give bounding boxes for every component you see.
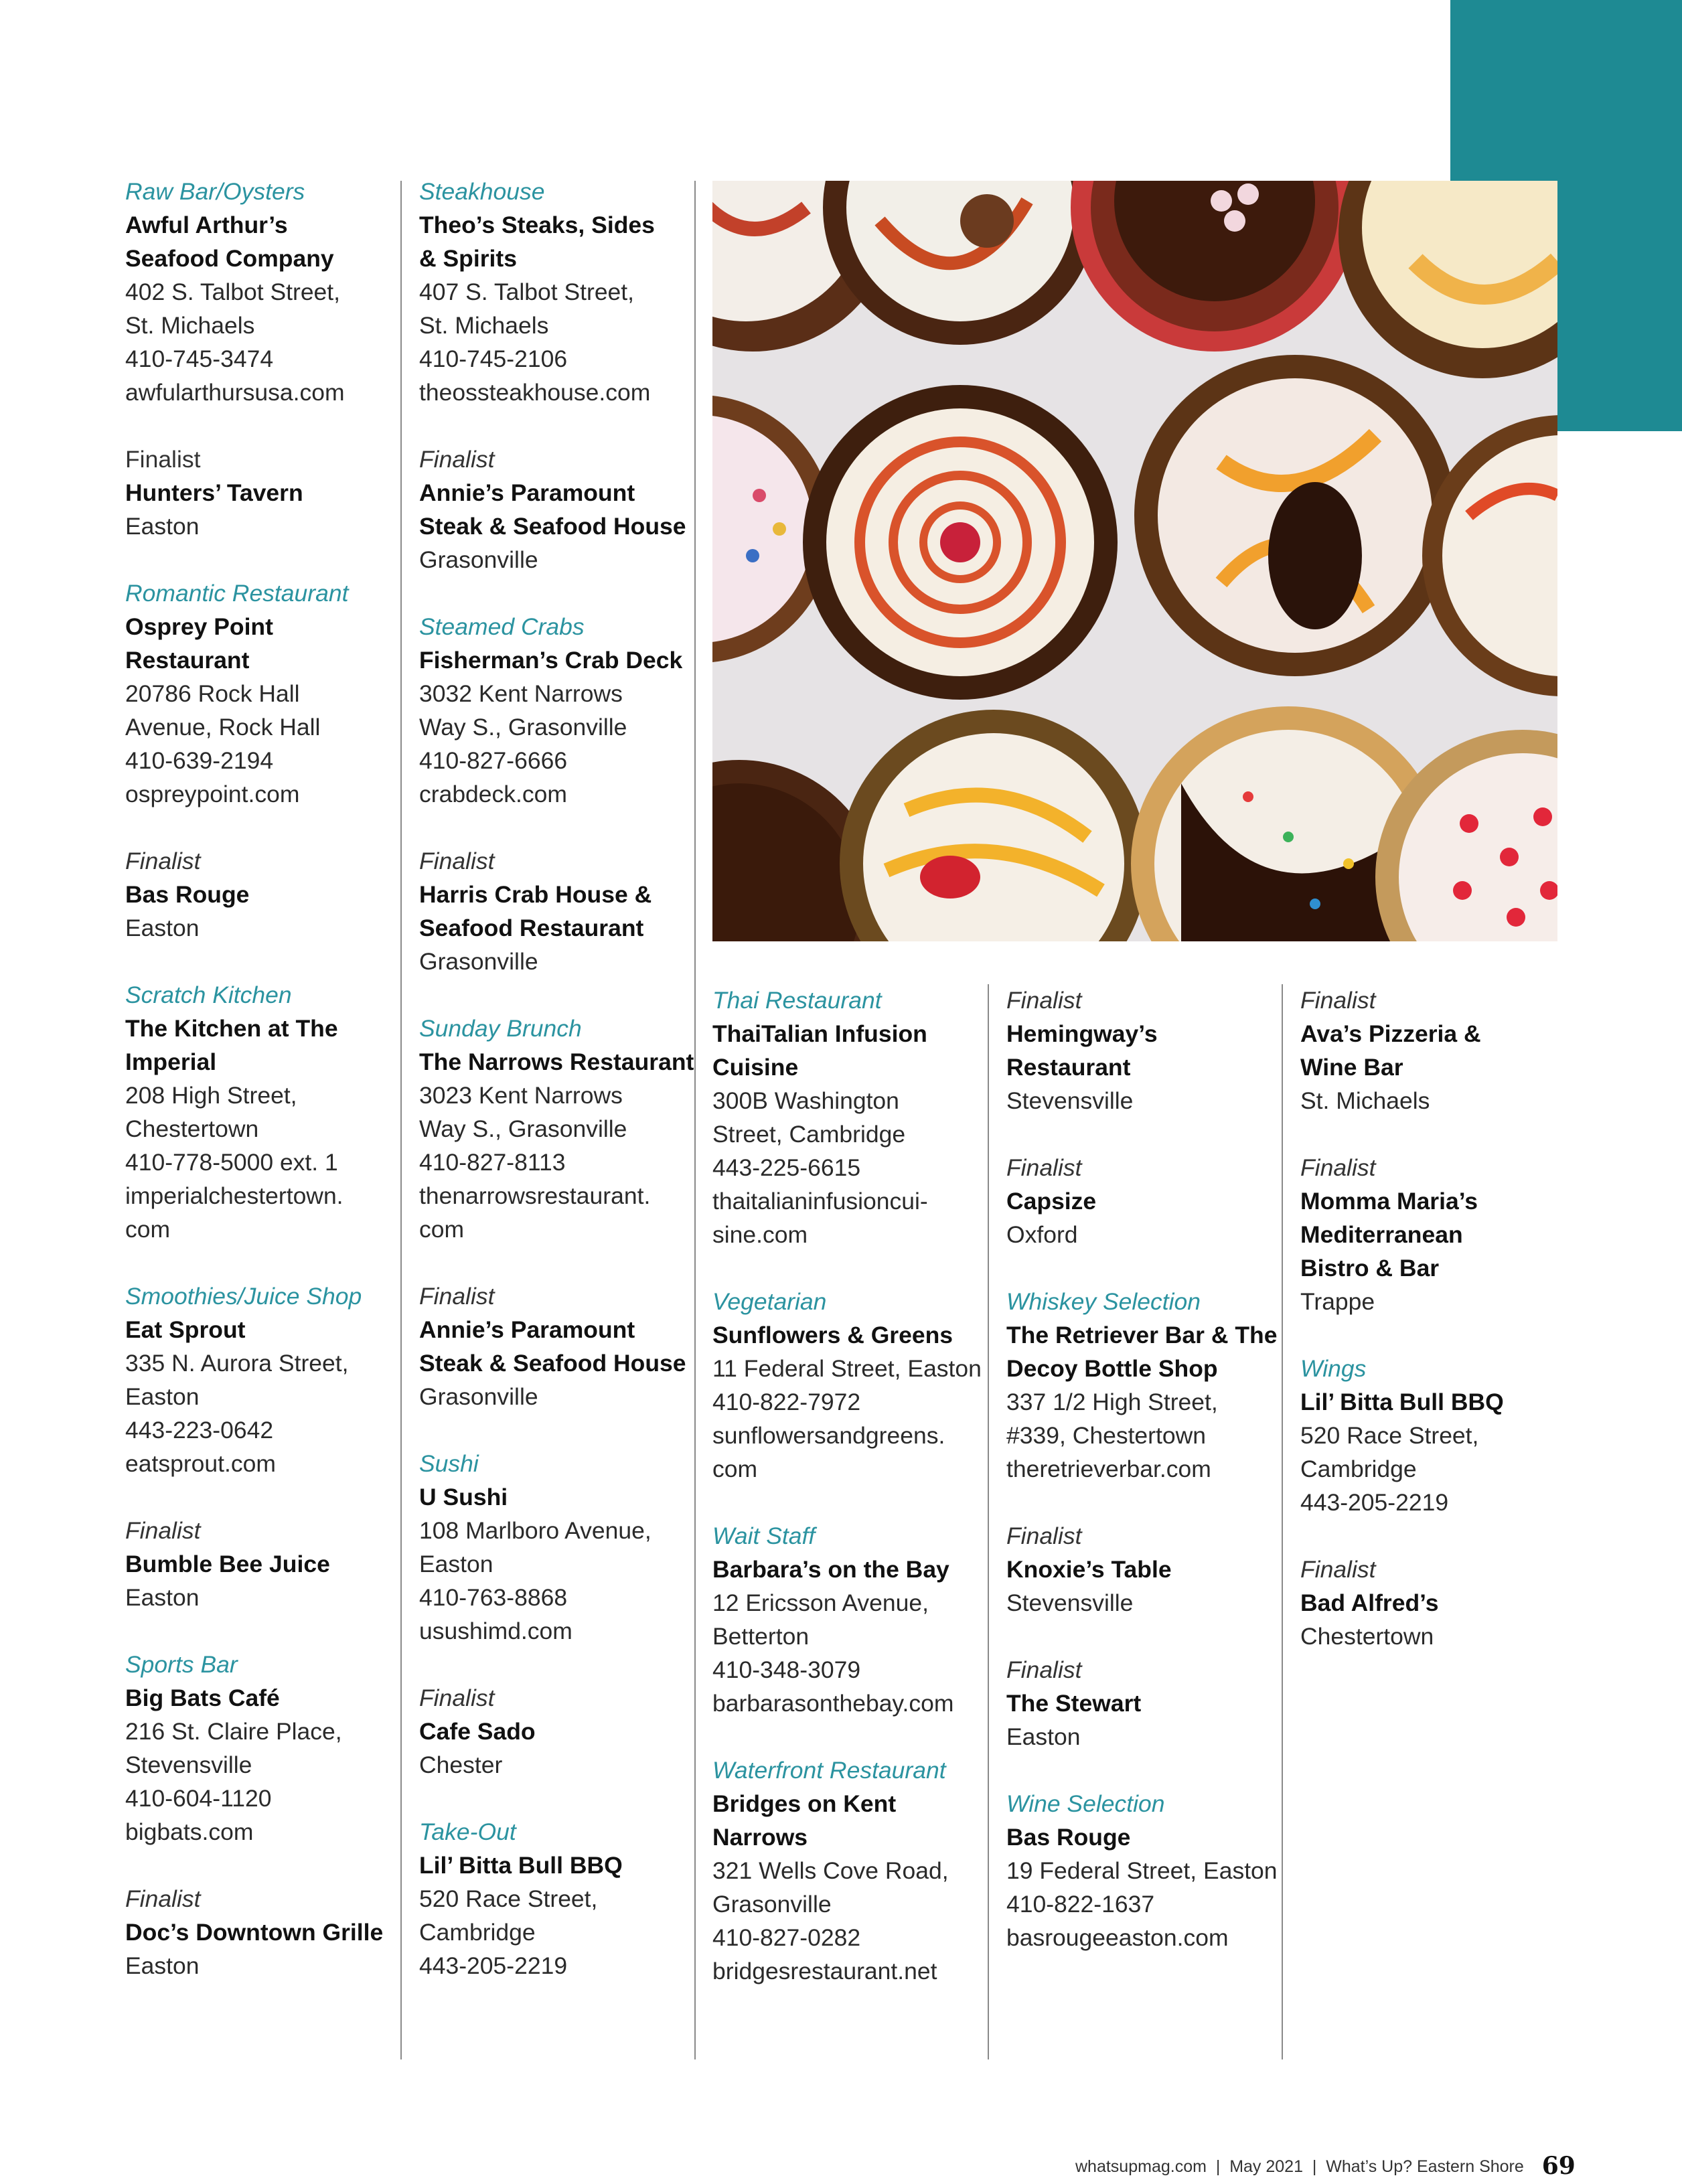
business-detail: Trappe <box>1300 1288 1375 1315</box>
business-name: Restaurant <box>1006 1054 1131 1081</box>
business-name: & Spirits <box>419 245 517 272</box>
business-detail: St. Michaels <box>1300 1087 1430 1114</box>
business-detail: 11 Federal Street, Easton <box>712 1355 982 1382</box>
listing-spacer <box>419 1413 694 1447</box>
category-heading: Take-Out <box>419 1818 516 1845</box>
finalist-label: Finalist <box>419 1283 495 1310</box>
business-name: Narrows <box>712 1824 808 1851</box>
category-heading: Romantic Restaurant <box>125 580 349 607</box>
finalist-label: Finalist <box>1006 1656 1082 1683</box>
business-detail: sine.com <box>712 1221 808 1248</box>
business-detail: com <box>125 1216 171 1243</box>
finalist-label: Finalist <box>1300 1556 1376 1583</box>
business-detail: 407 S. Talbot Street, <box>419 279 635 305</box>
business-detail: 321 Wells Cove Road, <box>712 1857 949 1884</box>
business-detail: bridgesrestaurant.net <box>712 1958 937 1984</box>
business-name: Barbara’s on the Bay <box>712 1556 949 1583</box>
business-name: Bas Rouge <box>125 881 250 908</box>
business-detail: Grasonville <box>712 1891 832 1918</box>
business-detail: Stevensville <box>125 1751 252 1778</box>
business-detail: 410-822-1637 <box>1006 1891 1155 1918</box>
page-footer <box>1075 2152 1576 2180</box>
listing-spacer <box>712 1251 987 1285</box>
finalist-label: Finalist <box>1300 1154 1376 1181</box>
listing-spacer <box>712 1486 987 1519</box>
business-detail: 443-225-6615 <box>712 1154 861 1181</box>
business-name: Knoxie’s Table <box>1006 1556 1172 1583</box>
column-divider <box>988 984 989 2059</box>
business-detail: Stevensville <box>1006 1087 1134 1114</box>
listing-column-5 <box>1300 984 1575 1653</box>
business-detail: awfularthursusa.com <box>125 379 345 406</box>
category-heading: Sushi <box>419 1450 479 1477</box>
business-name: Capsize <box>1006 1188 1097 1215</box>
business-name: Mediterranean <box>1300 1221 1463 1248</box>
listing-spacer <box>1006 1251 1281 1285</box>
business-name: Doc’s Downtown Grille <box>125 1919 384 1946</box>
business-detail: crabdeck.com <box>419 781 567 807</box>
business-detail: Easton <box>419 1551 493 1577</box>
listing-spacer <box>125 811 400 844</box>
category-heading: Vegetarian <box>712 1288 827 1315</box>
finalist-label: Finalist <box>1300 987 1376 1014</box>
business-detail: Oxford <box>1006 1221 1078 1248</box>
business-detail: 520 Race Street, <box>419 1885 598 1912</box>
business-detail: 410-827-0282 <box>712 1924 861 1951</box>
business-name: Steak & Seafood House <box>419 513 686 540</box>
business-detail: 216 St. Claire Place, <box>125 1718 342 1745</box>
business-name: U Sushi <box>419 1484 508 1510</box>
finalist-label: Finalist <box>125 848 201 874</box>
business-detail: eatsprout.com <box>125 1450 276 1477</box>
cupcakes-illustration <box>712 181 1557 941</box>
listing-spacer <box>1006 1753 1281 1787</box>
business-name: Decoy Bottle Shop <box>1006 1355 1218 1382</box>
business-name: ThaiTalian Infusion <box>712 1020 927 1047</box>
finalist-label: Finalist <box>125 446 201 473</box>
business-detail: theretrieverbar.com <box>1006 1456 1211 1482</box>
business-detail: 410-778-5000 ext. 1 <box>125 1149 338 1176</box>
business-name: Steak & Seafood House <box>419 1350 686 1377</box>
business-name: Cafe Sado <box>419 1718 536 1745</box>
cupcakes-photo <box>712 181 1557 941</box>
business-detail: Chester <box>419 1751 503 1778</box>
business-detail: 3023 Kent Narrows <box>419 1082 623 1109</box>
category-heading: Raw Bar/Oysters <box>125 178 305 205</box>
business-name: Bistro & Bar <box>1300 1255 1440 1281</box>
category-heading: Sports Bar <box>125 1651 238 1678</box>
business-detail: 410-827-6666 <box>419 747 568 774</box>
category-heading: Wine Selection <box>1006 1790 1165 1817</box>
listing-spacer <box>1006 1486 1281 1519</box>
category-heading: Smoothies/Juice Shop <box>125 1283 362 1310</box>
business-name: Hunters’ Tavern <box>125 479 303 506</box>
column-divider <box>1282 984 1283 2059</box>
business-detail: thenarrowsrestaurant. <box>419 1182 651 1209</box>
business-detail: 19 Federal Street, Easton <box>1006 1857 1278 1884</box>
listing-column-4 <box>1006 984 1281 1954</box>
business-detail: Avenue, Rock Hall <box>125 714 321 740</box>
business-detail: sunflowersandgreens. <box>712 1422 945 1449</box>
business-detail: Street, Cambridge <box>712 1121 906 1148</box>
business-name: Bumble Bee Juice <box>125 1551 330 1577</box>
business-detail: com <box>712 1456 758 1482</box>
business-detail: Easton <box>125 1383 200 1410</box>
business-detail: Way S., Grasonville <box>419 1115 627 1142</box>
business-name: Eat Sprout <box>125 1316 246 1343</box>
business-detail: 12 Ericsson Avenue, <box>712 1589 929 1616</box>
business-name: Cuisine <box>712 1054 799 1081</box>
listing-spacer <box>419 1246 694 1279</box>
listing-spacer <box>419 811 694 844</box>
business-detail: Cambridge <box>419 1919 536 1946</box>
business-detail: Grasonville <box>419 1383 538 1410</box>
business-name: Harris Crab House & <box>419 881 652 908</box>
business-detail: 335 N. Aurora Street, <box>125 1350 349 1377</box>
business-name: Bad Alfred’s <box>1300 1589 1439 1616</box>
business-detail: 410-827-8113 <box>419 1149 566 1176</box>
listing-column-3 <box>712 984 987 1988</box>
business-detail: 20786 Rock Hall <box>125 680 300 707</box>
category-heading: Whiskey Selection <box>1006 1288 1201 1315</box>
listing-spacer <box>125 945 400 978</box>
business-detail: Way S., Grasonville <box>419 714 627 740</box>
business-detail: Easton <box>125 1584 200 1611</box>
business-detail: 402 S. Talbot Street, <box>125 279 341 305</box>
business-detail: 300B Washington <box>712 1087 899 1114</box>
business-detail: Easton <box>125 1952 200 1979</box>
listing-spacer <box>419 978 694 1012</box>
business-name: Annie’s Paramount <box>419 479 635 506</box>
business-name: Restaurant <box>125 647 250 674</box>
business-detail: 410-822-7972 <box>712 1389 861 1415</box>
finalist-label: Finalist <box>1006 987 1082 1014</box>
business-detail: Grasonville <box>419 948 538 975</box>
business-name: Lil’ Bitta Bull BBQ <box>419 1852 623 1879</box>
finalist-label: Finalist <box>419 848 495 874</box>
business-detail: basrougeeaston.com <box>1006 1924 1229 1951</box>
listing-spacer <box>125 1614 400 1648</box>
footer-text: whatsupmag.com | May 2021 | What’s Up? Eastern Shore <box>1075 2157 1524 2176</box>
business-detail: 108 Marlboro Avenue, <box>419 1517 652 1544</box>
business-detail: 337 1/2 High Street, <box>1006 1389 1218 1415</box>
category-heading: Steakhouse <box>419 178 545 205</box>
listing-spacer <box>125 1849 400 1882</box>
listing-spacer <box>1006 1117 1281 1151</box>
business-name: Wine Bar <box>1300 1054 1403 1081</box>
category-heading: Thai Restaurant <box>712 987 882 1014</box>
business-detail: barbarasonthebay.com <box>712 1690 954 1717</box>
listing-spacer <box>419 409 694 443</box>
business-name: Sunflowers & Greens <box>712 1322 953 1348</box>
business-detail: usushimd.com <box>419 1618 572 1644</box>
business-detail: Betterton <box>712 1623 810 1650</box>
finalist-label: Finalist <box>1006 1523 1082 1549</box>
business-detail: 410-639-2194 <box>125 747 274 774</box>
listing-spacer <box>1006 1620 1281 1653</box>
business-detail: Easton <box>125 915 200 941</box>
category-heading: Wait Staff <box>712 1523 816 1549</box>
business-name: The Kitchen at The <box>125 1015 338 1042</box>
business-detail: com <box>419 1216 465 1243</box>
finalist-label: Finalist <box>125 1885 201 1912</box>
business-detail: 410-348-3079 <box>712 1656 861 1683</box>
business-detail: bigbats.com <box>125 1818 254 1845</box>
business-detail: Cambridge <box>1300 1456 1417 1482</box>
business-detail: St. Michaels <box>125 312 255 339</box>
category-heading: Wings <box>1300 1355 1367 1382</box>
business-name: Big Bats Café <box>125 1685 280 1711</box>
listing-spacer <box>1300 1318 1575 1352</box>
business-name: The Stewart <box>1006 1690 1142 1717</box>
business-detail: ospreypoint.com <box>125 781 300 807</box>
category-heading: Steamed Crabs <box>419 613 585 640</box>
business-detail: 208 High Street, <box>125 1082 297 1109</box>
business-detail: 410-763-8868 <box>419 1584 568 1611</box>
category-heading: Waterfront Restaurant <box>712 1757 946 1784</box>
business-detail: 3032 Kent Narrows <box>419 680 623 707</box>
business-name: Theo’s Steaks, Sides <box>419 212 655 238</box>
business-detail: imperialchestertown. <box>125 1182 343 1209</box>
listing-spacer <box>125 1246 400 1279</box>
business-name: The Retriever Bar & The <box>1006 1322 1278 1348</box>
listing-column-1 <box>125 175 400 1982</box>
listing-spacer <box>419 576 694 610</box>
listing-spacer <box>1300 1117 1575 1151</box>
business-detail: Easton <box>125 513 200 540</box>
business-detail: 520 Race Street, <box>1300 1422 1479 1449</box>
business-detail: 410-745-3474 <box>125 345 274 372</box>
business-detail: Easton <box>1006 1723 1081 1750</box>
business-detail: Chestertown <box>125 1115 259 1142</box>
business-detail: theossteakhouse.com <box>419 379 651 406</box>
listing-spacer <box>419 1782 694 1815</box>
listing-spacer <box>1300 1519 1575 1553</box>
business-detail: #339, Chestertown <box>1006 1422 1206 1449</box>
category-heading: Sunday Brunch <box>419 1015 582 1042</box>
finalist-label: Finalist <box>1006 1154 1082 1181</box>
category-heading: Scratch Kitchen <box>125 982 292 1008</box>
column-divider <box>694 181 696 2059</box>
business-name: Hemingway’s <box>1006 1020 1158 1047</box>
business-name: Seafood Company <box>125 245 334 272</box>
business-detail: 443-205-2219 <box>419 1952 568 1979</box>
finalist-label: Finalist <box>419 1685 495 1711</box>
business-detail: thaitalianinfusioncui- <box>712 1188 928 1215</box>
business-detail: 443-223-0642 <box>125 1417 274 1444</box>
business-detail: Chestertown <box>1300 1623 1434 1650</box>
business-name: Imperial <box>125 1048 217 1075</box>
business-name: Lil’ Bitta Bull BBQ <box>1300 1389 1504 1415</box>
finalist-label: Finalist <box>125 1517 201 1544</box>
business-name: Bridges on Kent <box>712 1790 897 1817</box>
listing-spacer <box>125 1480 400 1514</box>
business-name: Momma Maria’s <box>1300 1188 1478 1215</box>
business-detail: Grasonville <box>419 546 538 573</box>
business-name: Seafood Restaurant <box>419 915 644 941</box>
column-divider <box>400 181 402 2059</box>
business-name: Ava’s Pizzeria & <box>1300 1020 1481 1047</box>
business-detail: 410-745-2106 <box>419 345 568 372</box>
business-name: Fisherman’s Crab Deck <box>419 647 683 674</box>
business-detail: 410-604-1120 <box>125 1785 272 1812</box>
page-number: 69 <box>1541 2152 1576 2180</box>
business-name: Annie’s Paramount <box>419 1316 635 1343</box>
listing-spacer <box>419 1648 694 1681</box>
listing-spacer <box>125 409 400 443</box>
business-name: Bas Rouge <box>1006 1824 1131 1851</box>
finalist-label: Finalist <box>419 446 495 473</box>
business-name: Awful Arthur’s <box>125 212 288 238</box>
business-detail: St. Michaels <box>419 312 549 339</box>
listing-spacer <box>125 543 400 576</box>
business-name: The Narrows Restaurant <box>419 1048 694 1075</box>
listing-column-2 <box>419 175 694 1982</box>
business-detail: 443-205-2219 <box>1300 1489 1449 1516</box>
business-detail: Stevensville <box>1006 1589 1134 1616</box>
listing-spacer <box>712 1720 987 1753</box>
business-name: Osprey Point <box>125 613 273 640</box>
